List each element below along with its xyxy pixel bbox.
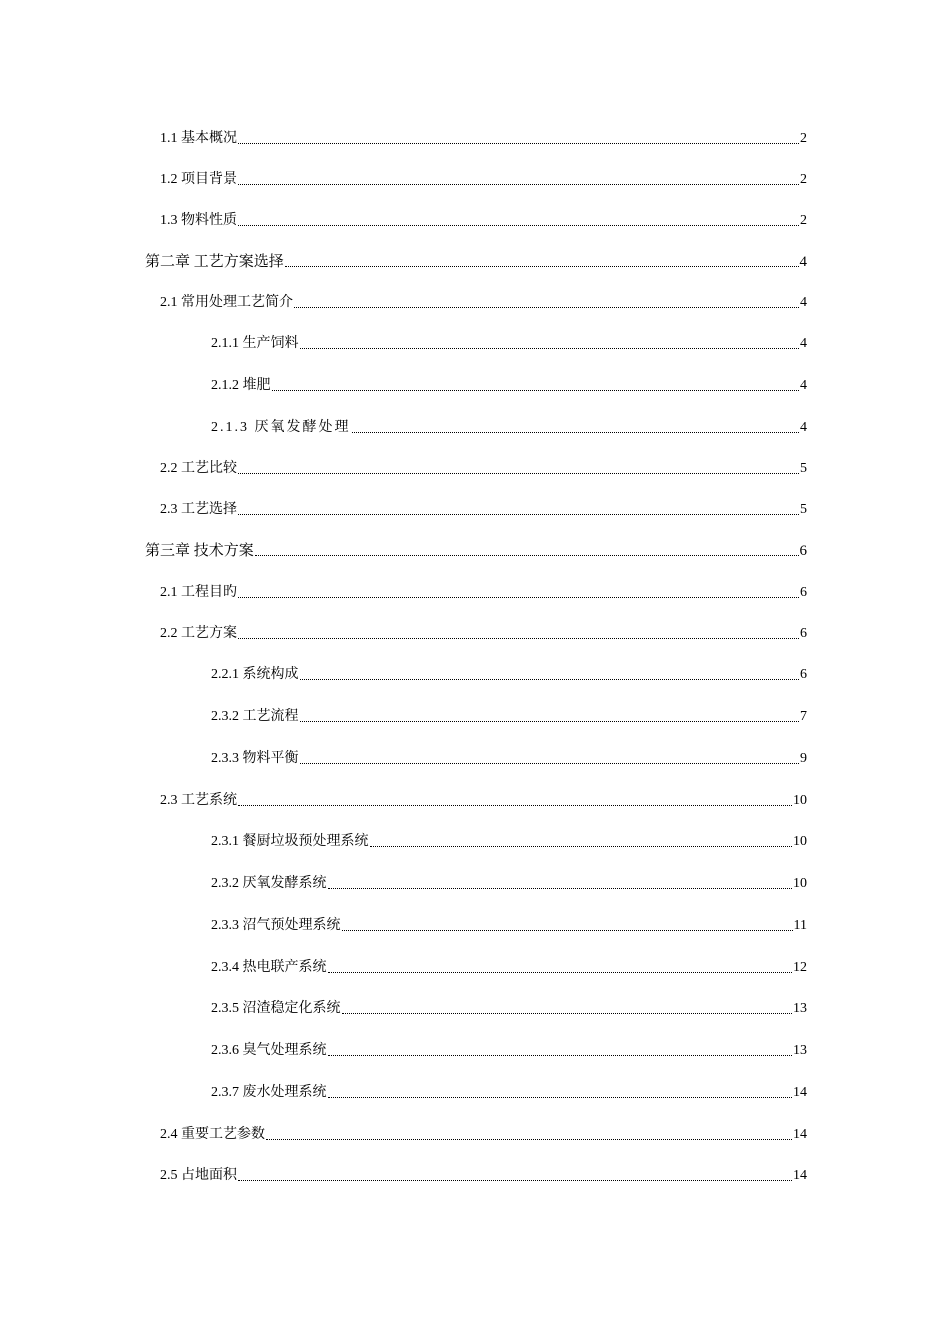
toc-entry[interactable]: [160, 290, 807, 312]
toc-dot-leader: [238, 143, 799, 144]
toc-entry[interactable]: [160, 456, 807, 478]
toc-entry[interactable]: [160, 580, 807, 602]
toc-entry-page: 4: [800, 295, 807, 310]
toc-entry-page: 10: [793, 834, 807, 849]
toc-entry-title: 2.3.2 工艺流程: [211, 709, 299, 724]
toc-entry-title: 2.2 工艺比较: [160, 461, 237, 476]
toc-entry-page: 12: [793, 960, 807, 975]
toc-entry-page: 10: [793, 793, 807, 808]
toc-dot-leader: [370, 846, 793, 847]
toc-entry-title: 2.1.2 堆肥: [211, 378, 271, 393]
toc-dot-leader: [255, 555, 799, 556]
toc-dot-leader: [238, 514, 799, 515]
toc-entry-title: 2.5 占地面积: [160, 1168, 237, 1183]
toc-entry-title: 2.1.1 生产饲料: [211, 336, 299, 351]
toc-entry-title: 第三章 技术方案: [145, 543, 254, 559]
toc-entry-title: 第二章 工艺方案选择: [145, 254, 284, 270]
toc-dot-leader: [300, 721, 800, 722]
toc-dot-leader: [238, 638, 799, 639]
toc-dot-leader: [352, 432, 800, 433]
toc-entry-page: 7: [800, 709, 807, 724]
toc-entry-page: 13: [793, 1043, 807, 1058]
toc-entry-page: 6: [800, 585, 807, 600]
toc-entry[interactable]: [211, 955, 807, 977]
toc-entry-title: 2.3.6 臭气处理系统: [211, 1043, 327, 1058]
toc-dot-leader: [328, 1097, 793, 1098]
toc-entry-title: 2.3.3 沼气预处理系统: [211, 918, 341, 933]
toc-entry-page: 6: [800, 626, 807, 641]
toc-entry[interactable]: [211, 662, 807, 684]
toc-entry-title: 2.1.3 厌氧发酵处理: [211, 420, 351, 435]
toc-dot-leader: [238, 225, 799, 226]
toc-dot-leader: [294, 307, 799, 308]
toc-dot-leader: [342, 930, 793, 931]
toc-entry-title: 2.2 工艺方案: [160, 626, 237, 641]
toc-entry-page: 5: [800, 502, 807, 517]
toc-entry[interactable]: [160, 497, 807, 519]
toc-entry-page: 5: [800, 461, 807, 476]
toc-entry-page: 4: [800, 378, 807, 393]
toc-entry-page: 14: [793, 1085, 807, 1100]
toc-dot-leader: [266, 1139, 792, 1140]
toc-entry[interactable]: [211, 996, 807, 1018]
toc-entry-page: 4: [799, 254, 807, 270]
toc-entry-title: 2.3.5 沼渣稳定化系统: [211, 1001, 341, 1016]
toc-entry[interactable]: [160, 621, 807, 643]
toc-entry-title: 2.1 常用处理工艺简介: [160, 295, 293, 310]
toc-entry-title: 2.3.4 热电联产系统: [211, 960, 327, 975]
toc-entry-title: 2.3.3 物料平衡: [211, 751, 299, 766]
toc-entry-page: 2: [800, 131, 807, 146]
toc-dot-leader: [328, 888, 793, 889]
toc-entry[interactable]: [211, 373, 807, 395]
toc-dot-leader: [300, 679, 800, 680]
toc-entry-title: 2.3 工艺选择: [160, 502, 237, 517]
toc-entry-page: 4: [800, 336, 807, 351]
toc-entry-title: 2.3 工艺系统: [160, 793, 237, 808]
toc-entry-title: 1.2 项目背景: [160, 172, 237, 187]
toc-entry[interactable]: [211, 415, 807, 437]
toc-entry-title: 2.2.1 系统构成: [211, 667, 299, 682]
toc-entry-page: 4: [800, 420, 807, 435]
toc-dot-leader: [272, 390, 800, 391]
toc-chapter-entry[interactable]: [145, 249, 807, 271]
toc-dot-leader: [238, 473, 799, 474]
toc-entry-title: 1.1 基本概况: [160, 131, 237, 146]
toc-entry-title: 1.3 物料性质: [160, 213, 237, 228]
toc-entry[interactable]: [211, 829, 807, 851]
toc-entry-page: 6: [800, 667, 807, 682]
toc-entry[interactable]: [211, 704, 807, 726]
toc-entry[interactable]: [211, 871, 807, 893]
toc-entry[interactable]: [160, 788, 807, 810]
toc-entry[interactable]: [160, 208, 807, 230]
toc-dot-leader: [300, 348, 800, 349]
toc-entry[interactable]: [160, 167, 807, 189]
toc-entry-title: 2.3.7 废水处理系统: [211, 1085, 327, 1100]
toc-entry[interactable]: [160, 126, 807, 148]
toc-entry[interactable]: [160, 1163, 807, 1185]
toc-entry-title: 2.4 重要工艺参数: [160, 1127, 265, 1142]
toc-chapter-entry[interactable]: [145, 538, 807, 560]
toc-dot-leader: [342, 1013, 793, 1014]
toc-entry-page: 10: [793, 876, 807, 891]
toc-entry-title: 2.3.2 厌氧发酵系统: [211, 876, 327, 891]
toc-dot-leader: [328, 972, 793, 973]
toc-entry-page: 13: [793, 1001, 807, 1016]
toc-dot-leader: [238, 1180, 792, 1181]
toc-dot-leader: [238, 597, 799, 598]
toc-entry[interactable]: [211, 331, 807, 353]
toc-entry-page: 6: [799, 543, 807, 559]
toc-entry[interactable]: [211, 913, 807, 935]
toc-dot-leader: [328, 1055, 793, 1056]
toc-entry[interactable]: [211, 746, 807, 768]
toc-dot-leader: [285, 266, 799, 267]
toc-entry-page: 11: [793, 918, 807, 933]
toc-entry-page: 14: [793, 1127, 807, 1142]
toc-entry-title: 2.3.1 餐厨垃圾预处理系统: [211, 834, 369, 849]
toc-dot-leader: [238, 184, 799, 185]
toc-entry-page: 2: [800, 172, 807, 187]
toc-dot-leader: [300, 763, 800, 764]
toc-entry-page: 2: [800, 213, 807, 228]
toc-entry[interactable]: [211, 1038, 807, 1060]
toc-entry-page: 14: [793, 1168, 807, 1183]
toc-dot-leader: [238, 805, 792, 806]
toc-entry-title: 2.1 工程目旳: [160, 585, 237, 600]
toc-entry-page: 9: [800, 751, 807, 766]
toc-entry[interactable]: [160, 1122, 807, 1144]
toc-entry[interactable]: [211, 1080, 807, 1102]
